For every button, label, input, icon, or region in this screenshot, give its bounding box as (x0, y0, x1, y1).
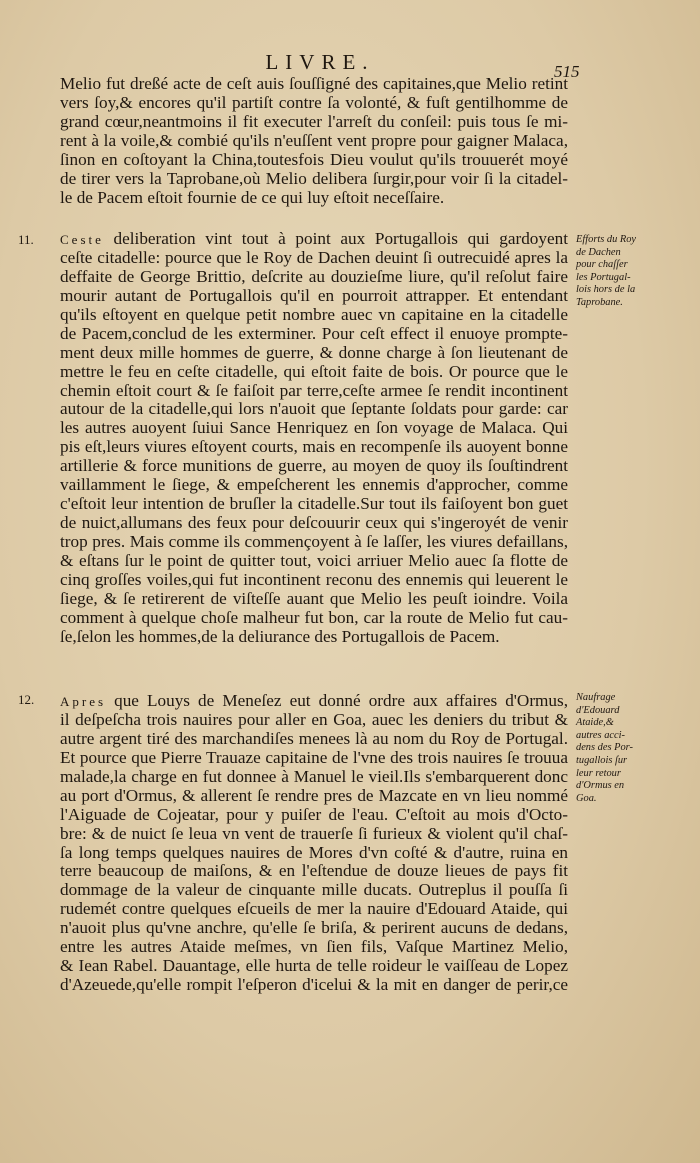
text-line: & eſtans ſur le point de quitter tout, voici arriuer Melio auec ſa flotte de (60, 550, 568, 570)
paragraph-continuation (60, 75, 568, 208)
text-line: de Pacem,conclud de les exterminer. Pour ceſt effect il enuoye prompte- (60, 323, 568, 343)
text-line: artillerie & force munitions de guerre, au moyen de quoy ils ſouſtindrent (60, 456, 568, 476)
text-line: d'Azeuede,qu'elle rompit l'eſperon d'icelui & la mit en danger de perir,ce (60, 975, 568, 995)
text-line: deffaite de George Brittio, deſcrite au douzieſme liure, qu'il reſolut faire (60, 266, 568, 286)
text-line: Melio fut dreßé acte de ceſt auis ſouſſigné des capitaines,que Melio retint (60, 74, 568, 93)
text-line: entre les autres Ataide meſmes, vn ſien fils, Vaſque Martinez Melio, (60, 937, 568, 957)
page-number: 515 (554, 62, 580, 81)
text-line: les autres auoyent ſuiui Sance Henriquez en ſon voyage de Malaca. Qui (60, 418, 568, 438)
paragraph-number: 11. (18, 232, 34, 247)
text-line: terre beaucoup de maiſons, & en l'eſtendue de douze lieues de pays fit (60, 861, 568, 881)
text-line: il deſpeſcha trois nauires pour aller en Goa, auec les deniers du tribut & (60, 709, 568, 729)
text-line: & Iean Rabel. Dauantage, elle hurta de telle roideur le vaiſſeau de Lopez (60, 956, 568, 976)
paragraph-11 (60, 230, 568, 647)
margin-note: Efforts du Roy de Dachen pour chaſſer les Portugal- lois hors de la Taprobane. (576, 234, 637, 308)
text-line: ſinon en coſtoyant la China,toutesfois Dieu voulut qu'ils trouuerét moyé (60, 149, 568, 169)
text-line: de tirer vers la Taprobane,où Melio delibera ſurgir,pour voir ſi la citadel- (60, 168, 568, 188)
lead-word: Apres (60, 694, 107, 709)
text-line: mettre le feu en ceſte citadelle, qui eſtoit faite de bois. Or pource que le (60, 361, 568, 381)
text-line: chemin eſtoit court & ſe faiſoit par terre,ceſte armee ſe rendit incontinent (60, 380, 568, 400)
text-line: autour de la citadelle,qui lors n'auoit que ſeptante ſoldats pour garde: car (60, 399, 568, 419)
paragraph-number: 12. (18, 692, 35, 707)
text-line: autre argent tiré des marchandiſes menees là au nom du Roy de Portugal. (60, 728, 568, 748)
text-line: pis eſt,leurs viures eſtoyent courts, mais en recompenſe ils auoyent bonne (60, 437, 568, 457)
margin-note: Naufrage d'Edouard Ataide,& autres acci- dens des Por- tugallois ſur leur retour d'Ormus en Goa. (576, 692, 633, 804)
text-line: c'eſtoit leur intention de bruſler la citadelle.Sur tout ils faiſoyent bon guet (60, 494, 568, 514)
text-line: l'Aiguade de Cojeatar, pour y puiſer de l'eau. C'eſtoit au mois d'Octo- (60, 804, 568, 824)
text-line: ſiege, & ſe retirerent de viſteſſe auant que Melio les peuſt ioindre. Voila (60, 588, 568, 608)
text-line: ment deux mille hommes de guerre, & donne charge à ſon lieutenant de (60, 342, 568, 362)
text-line: ceſte citadelle: pource que le Roy de Dachen deuint ſi outrecuidé apres la (60, 247, 568, 267)
text-line: trop pres. Mais comme ils commençoyent à ſe laſſer, les viures defaillans, (60, 532, 568, 551)
text-line: vers ſoy,& encores qu'il partiſt contre ſa volonté, & fuſt gentilhomme de (60, 92, 568, 112)
text-line: mourir autant de Portugallois qu'il en pourroit attrapper. Et entendant (60, 285, 568, 305)
text-line: rent à la voile,& combié qu'ils n'euſſent vent propre pour gaigner Malaca, (60, 130, 568, 150)
text-line: Apres que Louys de Meneſez eut donné ordre aux affaires d'Ormus, (60, 691, 568, 710)
text-line: cinq groſſes voiles,qui fut incontinent reconu des ennemis qui leuerent le (60, 569, 568, 589)
text-line: ſa long temps quelques nauires de Mores d'vn coſté & d'autre, ruina en (60, 842, 568, 862)
text-line: grand cœur,neantmoins il fit executer l'arreſt du conſeil: puis tous ſe mi- (60, 111, 568, 131)
text-line: n'auoit plus qu'vne anchre, qu'elle ſe briſa, & perirent aucuns de dedans, (60, 918, 568, 938)
text-line: le de Pacem eſtoit fournie de ce qui luy eſtoit neceſſaire. (60, 187, 445, 207)
text-line: comment à quelque choſe malheur fut bon, car la route de Melio fut cau- (60, 607, 568, 627)
text-line: de nuict,allumans des feux pour deſcouurir ceux qui s'ingeroyét de venir (60, 513, 568, 533)
text-line: ſe,ſelon les hommes,de la deliurance des Portugallois de Pacem. (60, 626, 500, 646)
paragraph-12 (60, 692, 568, 995)
text-line: dommage de la valeur de cinquante mille ducats. Outreplus il pouſſa ſi (60, 880, 568, 900)
text-line: rudemét contre quelques eſcueils de mer la nauire d'Edouard Ataide, qui (60, 899, 568, 919)
text-line: Ceste deliberation vint tout à point aux Portugallois qui gardoyent (60, 229, 568, 248)
text-line: vaillamment le ſiege, & empeſcherent les ennemis d'approcher, comme (60, 475, 568, 495)
text-line: au port d'Ormus, & allerent ſe rendre pres de Mazcate en vn lieu nommé (60, 785, 568, 805)
lead-word: Ceste (60, 232, 104, 247)
text-line: bre: & de nuict ſe leua vn vent de trauerſe ſi furieux & violent qu'il chaſ- (60, 823, 568, 843)
text-line: Et pource que Pierre Trauaze capitaine de l'vne des trois nauires ſe trouua (60, 747, 568, 767)
running-head: LIVRE. (265, 50, 375, 74)
text-line: qu'ils eſtoyent en quelque petit nombre auec vn capitaine en la citadelle (60, 304, 568, 324)
text-line: malade,la charge en fut donnee à Manuel le vieil.Ils s'embarquerent donc (60, 766, 568, 786)
